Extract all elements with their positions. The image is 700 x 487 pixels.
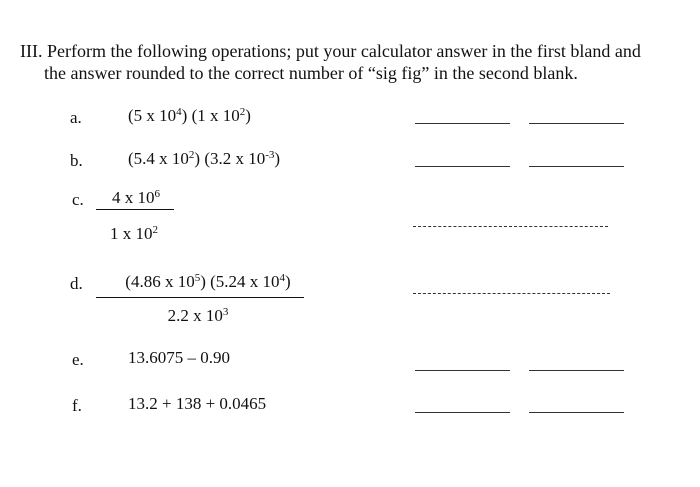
- instructions-line-1: III. Perform the following operations; put your calculator answer in the first bland and: [20, 41, 641, 61]
- item-a-label: a.: [70, 108, 82, 127]
- item-d-denominator: 2.2 x $10^3$: [167, 306, 229, 325]
- item-f-sigfig-blank[interactable]: [529, 412, 624, 413]
- item-c-answer-blanks[interactable]: [413, 226, 608, 227]
- item-a-expression: (5 x $10^4$) (1 x $10^2$): [128, 106, 251, 125]
- item-d-answer-blanks[interactable]: [413, 293, 610, 294]
- item-d-numerator: (4.86 x $10^5$) (5.24 x $10^4$): [125, 272, 291, 291]
- item-c-numerator: 4 x $10^6$: [112, 188, 160, 207]
- item-b-calculator-blank[interactable]: [415, 166, 510, 167]
- item-c-fraction-bar: [96, 209, 174, 210]
- item-a-sigfig-blank[interactable]: [529, 123, 624, 124]
- instructions-line-2: the answer rounded to the correct number of “sig fig” in the second blank.: [44, 63, 578, 83]
- item-e-sigfig-blank[interactable]: [529, 370, 624, 371]
- item-e-calculator-blank[interactable]: [415, 370, 510, 371]
- item-d-fraction-bar: [96, 297, 304, 298]
- item-f-label: f.: [72, 396, 82, 415]
- item-b-label: b.: [70, 151, 83, 170]
- item-e-label: e.: [72, 350, 84, 369]
- item-c-denominator: 1 x $10^2$: [110, 224, 158, 243]
- item-f-calculator-blank[interactable]: [415, 412, 510, 413]
- item-e-expression: 13.6075 – 0.90: [128, 348, 230, 367]
- item-b-expression: (5.4 x $10^2$) (3.2 x $10^{-3}$): [128, 149, 281, 168]
- item-c-label: c.: [72, 190, 84, 209]
- instructions-heading: [20, 40, 685, 84]
- item-b-sigfig-blank[interactable]: [529, 166, 624, 167]
- item-f-expression: 13.2 + 138 + 0.0465: [128, 394, 267, 413]
- item-a-calculator-blank[interactable]: [415, 123, 510, 124]
- item-d-label: d.: [70, 274, 83, 293]
